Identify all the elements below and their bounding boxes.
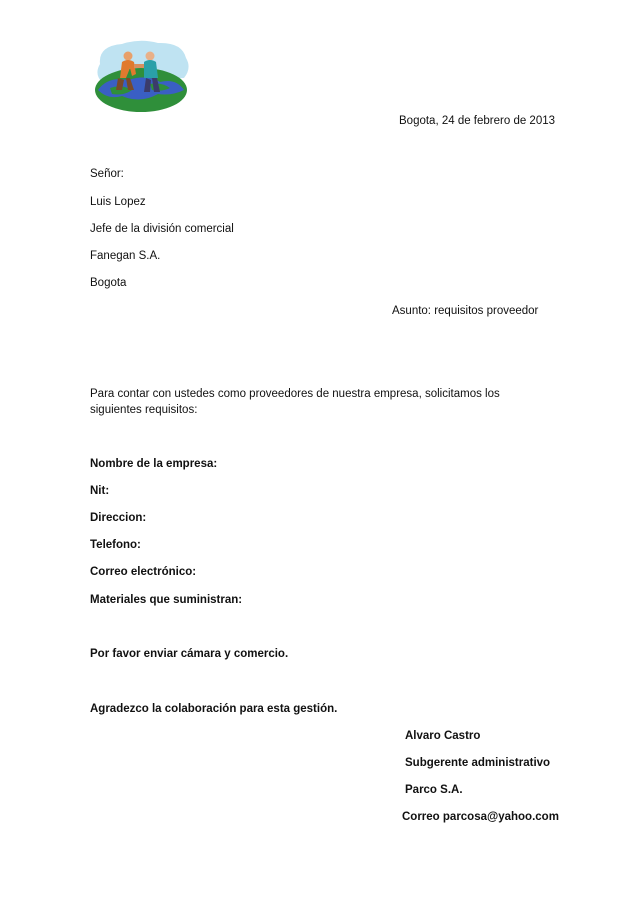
intro-paragraph: Para contar con ustedes como proveedores de nuestra empresa, solicitamos los siguientes requisitos: <box>90 388 500 416</box>
request-line: Por favor enviar cámara y comercio. <box>90 648 289 660</box>
requirement-item: Correo electrónico: <box>90 566 197 578</box>
signature-email: Correo parcosa@yahoo.com <box>402 811 559 823</box>
signature-title: Subgerente administrativo <box>405 757 551 769</box>
handshake-globe-clipart-icon <box>88 38 194 114</box>
letter-date: Bogota, 24 de febrero de 2013 <box>399 115 556 127</box>
recipient-name: Luis Lopez <box>90 196 146 208</box>
requirement-item: Nit: <box>90 485 110 497</box>
signature-name: Alvaro Castro <box>405 730 481 742</box>
requirement-item: Materiales que suministran: <box>90 594 243 606</box>
recipient-position: Jefe de la división comercial <box>90 223 234 235</box>
requirement-item: Telefono: <box>90 539 141 551</box>
signature-company: Parco S.A. <box>405 784 463 796</box>
requirement-item: Direccion: <box>90 512 147 524</box>
recipient-salutation: Señor: <box>90 168 124 180</box>
recipient-company: Fanegan S.A. <box>90 250 161 262</box>
thanks-line: Agradezco la colaboración para esta gestión. <box>90 703 338 715</box>
letter-subject: Asunto: requisitos proveedor <box>392 305 539 317</box>
recipient-city: Bogota <box>90 277 127 289</box>
requirement-item: Nombre de la empresa: <box>90 458 218 470</box>
